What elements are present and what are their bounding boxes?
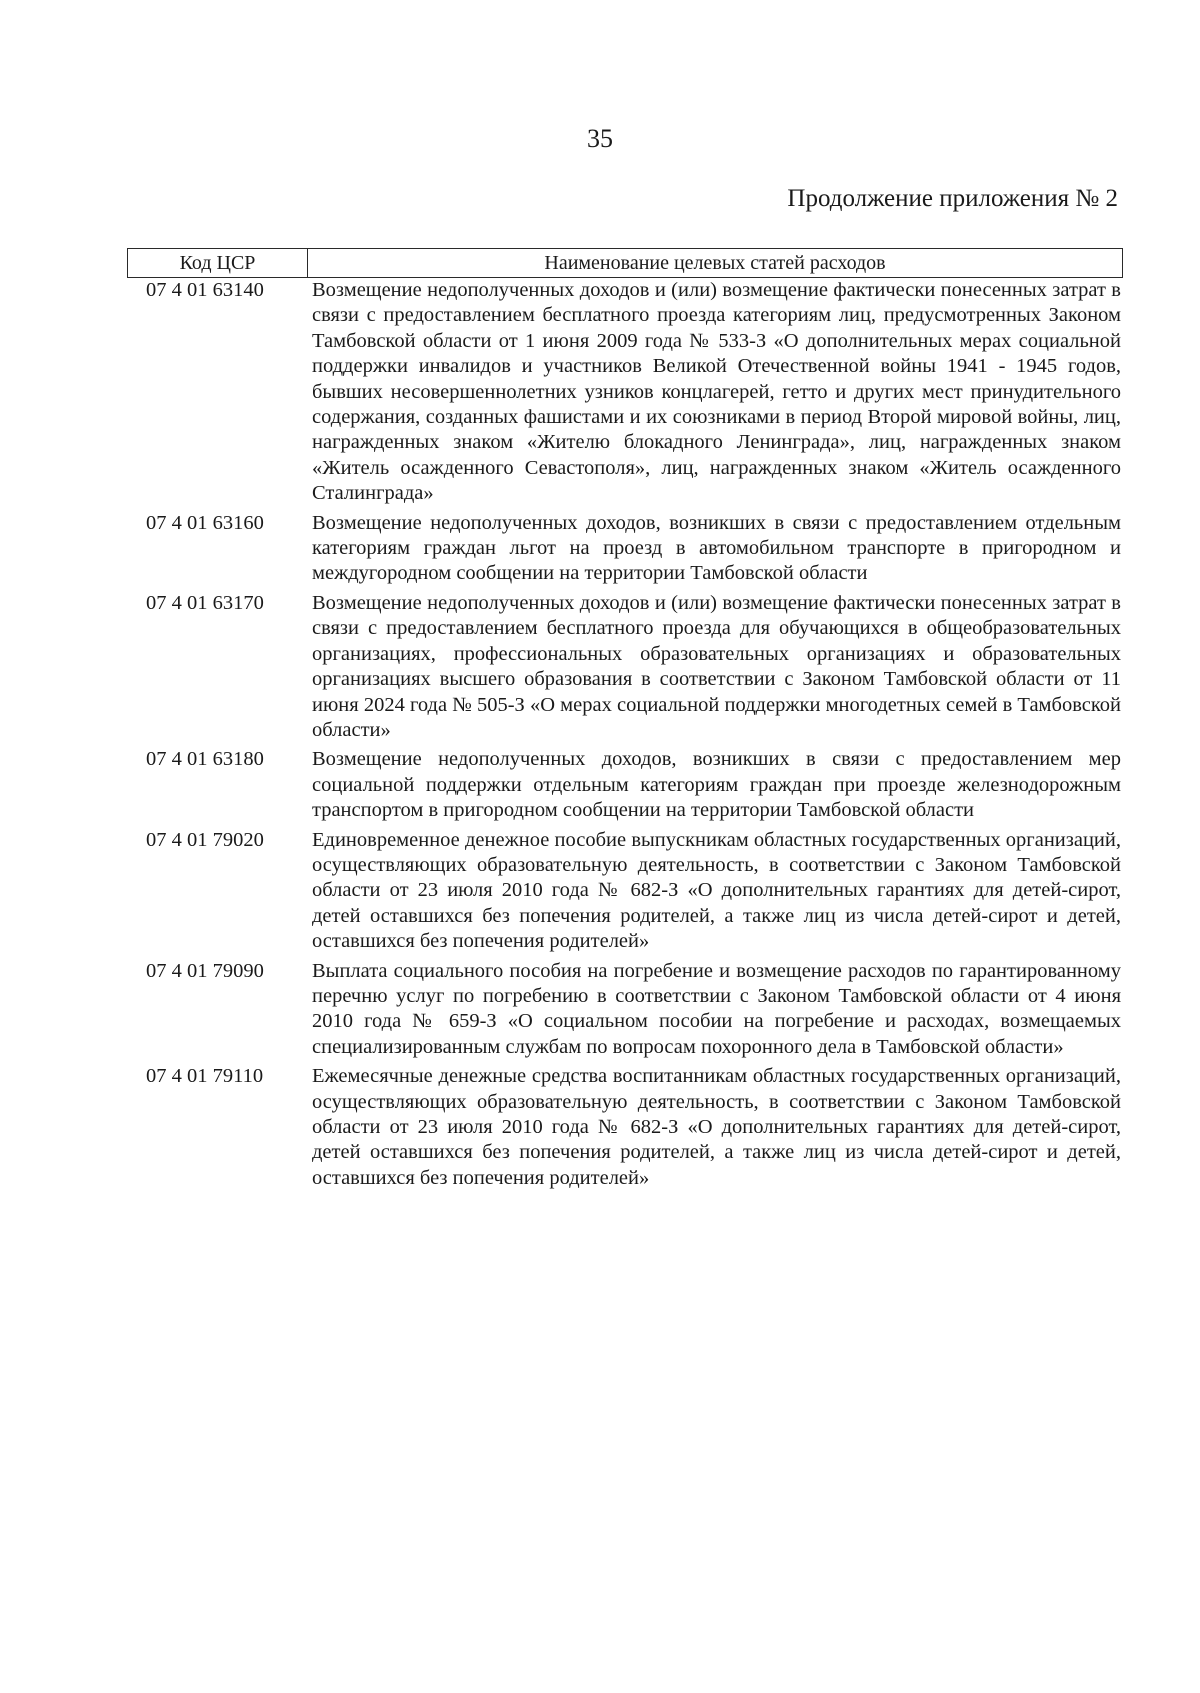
table-row xyxy=(127,511,1123,587)
row-description: Возмещение недополученных доходов и (или) возмещение фактически понесенных затрат в связи с предоставлением бесплатного проезда для обучающихся в общеобразовательных организациях, профессиональных образовательных организациях и образовательных организациях высшего образования в соответствии с Законом Тамбовской области от 11 июня 2024 года № 505-З «О мерах социальной поддержки многодетных семей в Тамбовской области» xyxy=(312,591,1121,741)
table-row xyxy=(127,278,1123,507)
row-description: Ежемесячные денежные средства воспитанникам областных государственных организаций, осуществляющих образовательную деятельность, в соответствии с Законом Тамбовской области от 23 июля 2010 года № 682-З «О дополнительных гарантиях для детей-сирот, детей оставшихся без попечения родителей, а также лиц из числа детей-сирот и детей, оставшихся без попечения родителей» xyxy=(312,1065,1121,1189)
row-code: 07 4 01 63160 xyxy=(146,511,264,534)
row-code: 07 4 01 79090 xyxy=(146,959,264,982)
appendix-continuation-note: Продолжение приложения № 2 xyxy=(787,185,1118,212)
column-header-name: Наименование целевых статей расходов xyxy=(544,252,886,274)
row-code: 07 4 01 63180 xyxy=(146,748,264,771)
row-description: Возмещение недополученных доходов, возникших в связи с предоставлением мер социальной поддержки отдельным категориям граждан при проезде железнодорожным транспортом в пригородном сообщении на территории Тамбовской области xyxy=(312,748,1121,822)
row-code: 07 4 01 79020 xyxy=(146,828,264,851)
table-row xyxy=(127,747,1123,823)
column-header-code: Код ЦСР xyxy=(128,249,308,277)
row-code: 07 4 01 63140 xyxy=(146,279,264,301)
row-description: Единовременное денежное пособие выпускникам областных государственных организаций, осуществляющих образовательную деятельность, в соответствии с Законом Тамбовской области от 23 июля 2010 года № 682-З «О дополнительных гарантиях для детей-сирот, детей оставшихся без попечения родителей, а также лиц из числа детей-сирот и детей, оставшихся без попечения родителей» xyxy=(312,828,1121,953)
row-code: 07 4 01 63170 xyxy=(146,591,264,614)
target-expenditure-table xyxy=(127,248,1123,1195)
table-row xyxy=(127,591,1123,743)
table-header xyxy=(127,248,1123,278)
row-description: Возмещение недополученных доходов и (или) возмещение фактически понесенных затрат в связи с предоставлением бесплатного проезда категориям лиц, предусмотренных Законом Тамбовской области от 1 июня 2009 года № 533-З «О дополнительных мерах социальной поддержки инвалидов и участников Великой Отечественной войны 1941 - 1945 годов, бывших несовершеннолетних узников концлагерей, гетто и других мест принудительного содержания, созданных фашистами и их союзниками в период Второй мировой войны, лиц, награжденных знаком «Жителю блокадного Ленинграда», лиц, награжденных знаком «Житель осажденного Севастополя», лиц, награжденных знаком «Житель осажденного Сталинграда» xyxy=(312,279,1121,505)
table-row xyxy=(127,959,1123,1061)
row-description: Выплата социального пособия на погребение и возмещение расходов по гарантированному перечню услуг по погребению в соответствии с Законом Тамбовской области от 4 июня 2010 года № 659-З «О социальном пособии на погребение и расходах, возмещаемых специализированным службам по вопросам похоронного дела в Тамбовской области» xyxy=(312,959,1121,1058)
row-description: Возмещение недополученных доходов, возникших в связи с предоставлением отдельным категориям граждан льгот на проезд в автомобильном транспорте в пригородном и междугородном сообщении на территории Тамбовской области xyxy=(312,511,1121,585)
row-code: 07 4 01 79110 xyxy=(146,1065,264,1088)
page-number: 35 xyxy=(587,124,613,153)
table-row xyxy=(127,828,1123,955)
table-row xyxy=(127,1064,1123,1191)
